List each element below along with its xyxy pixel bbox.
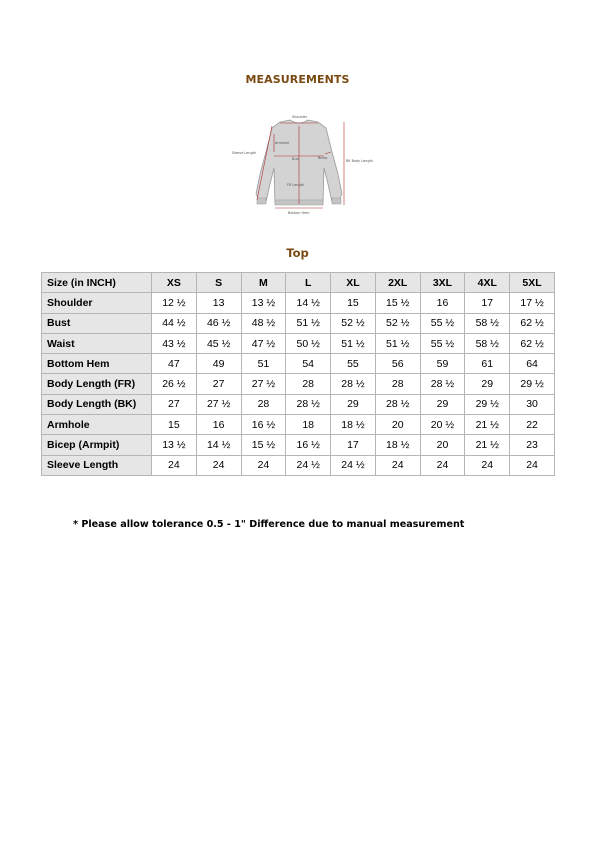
table-cell: 18 ½ xyxy=(331,415,376,435)
table-cell: 48 ½ xyxy=(241,313,286,333)
table-cell: 51 ½ xyxy=(375,333,420,353)
table-cell: 17 xyxy=(331,435,376,455)
table-row xyxy=(42,354,555,374)
table-cell: 44 ½ xyxy=(152,313,197,333)
table-cell: 43 ½ xyxy=(152,333,197,353)
table-cell: 27 xyxy=(196,374,241,394)
table-cell: 21 ½ xyxy=(465,435,510,455)
table-cell: 21 ½ xyxy=(465,415,510,435)
size-header-m: M xyxy=(241,273,286,293)
table-row xyxy=(42,415,555,435)
table-cell: 55 xyxy=(331,354,376,374)
row-label: Body Length (BK) xyxy=(42,394,152,414)
size-header-xs: XS xyxy=(152,273,197,293)
row-label: Bicep (Armpit) xyxy=(42,435,152,455)
table-cell: 24 xyxy=(420,455,465,475)
table-cell: 52 ½ xyxy=(331,313,376,333)
table-body xyxy=(42,293,555,476)
table-cell: 28 ½ xyxy=(420,374,465,394)
table-cell: 28 xyxy=(286,374,331,394)
table-cell: 30 xyxy=(510,394,555,414)
row-label: Bottom Hem xyxy=(42,354,152,374)
table-cell: 46 ½ xyxy=(196,313,241,333)
table-cell: 24 xyxy=(196,455,241,475)
table-cell: 51 ½ xyxy=(331,333,376,353)
table-row xyxy=(42,313,555,333)
table-cell: 58 ½ xyxy=(465,333,510,353)
table-cell: 12 ½ xyxy=(152,293,197,313)
table-cell: 16 ½ xyxy=(286,435,331,455)
size-header-3xl: 3XL xyxy=(420,273,465,293)
table-cell: 28 ½ xyxy=(331,374,376,394)
table-cell: 58 ½ xyxy=(465,313,510,333)
row-label: Sleeve Length xyxy=(42,455,152,475)
table-cell: 14 ½ xyxy=(196,435,241,455)
table-cell: 14 ½ xyxy=(286,293,331,313)
row-label: Waist xyxy=(42,333,152,353)
row-label: Bust xyxy=(42,313,152,333)
table-cell: 16 xyxy=(420,293,465,313)
table-cell: 20 ½ xyxy=(420,415,465,435)
table-cell: 22 xyxy=(510,415,555,435)
table-cell: 29 xyxy=(331,394,376,414)
label-shoulder: Shoulder xyxy=(292,115,308,119)
size-header-5xl: 5XL xyxy=(510,273,555,293)
table-cell: 55 ½ xyxy=(420,333,465,353)
table-cell: 15 ½ xyxy=(241,435,286,455)
size-header-s: S xyxy=(196,273,241,293)
size-header-2xl: 2XL xyxy=(375,273,420,293)
table-cell: 17 xyxy=(465,293,510,313)
row-label: Shoulder xyxy=(42,293,152,313)
table-row xyxy=(42,374,555,394)
table-cell: 28 xyxy=(375,374,420,394)
header-size-label: Size (in INCH) xyxy=(42,273,152,293)
label-bottom-hem: Bottom Hem xyxy=(288,211,310,215)
table-cell: 13 xyxy=(196,293,241,313)
table-cell: 16 ½ xyxy=(241,415,286,435)
table-cell: 55 ½ xyxy=(420,313,465,333)
table-cell: 27 ½ xyxy=(241,374,286,394)
table-cell: 27 xyxy=(152,394,197,414)
row-label: Body Length (FR) xyxy=(42,374,152,394)
table-row xyxy=(42,455,555,475)
table-cell: 62 ½ xyxy=(510,333,555,353)
table-cell: 15 xyxy=(152,415,197,435)
table-cell: 56 xyxy=(375,354,420,374)
table-cell: 24 xyxy=(241,455,286,475)
table-cell: 13 ½ xyxy=(152,435,197,455)
size-chart-table xyxy=(41,272,555,476)
left-cuff xyxy=(257,198,266,204)
table-cell: 29 ½ xyxy=(510,374,555,394)
table-cell: 15 ½ xyxy=(375,293,420,313)
table-cell: 50 ½ xyxy=(286,333,331,353)
table-cell: 62 ½ xyxy=(510,313,555,333)
table-cell: 13 ½ xyxy=(241,293,286,313)
table-cell: 23 xyxy=(510,435,555,455)
table-cell: 64 xyxy=(510,354,555,374)
size-header-xl: XL xyxy=(331,273,376,293)
measurements-title: MEASUREMENTS xyxy=(245,73,350,86)
table-cell: 29 xyxy=(420,394,465,414)
table-row xyxy=(42,394,555,414)
table-cell: 20 xyxy=(420,435,465,455)
table-cell: 47 ½ xyxy=(241,333,286,353)
garment-measurement-diagram xyxy=(228,112,373,222)
table-cell: 29 xyxy=(465,374,510,394)
table-cell: 18 ½ xyxy=(375,435,420,455)
table-row xyxy=(42,435,555,455)
table-cell: 59 xyxy=(420,354,465,374)
table-cell: 17 ½ xyxy=(510,293,555,313)
table-cell: 20 xyxy=(375,415,420,435)
label-sleeve-length: Sleeve Length xyxy=(232,151,257,155)
table-cell: 24 xyxy=(465,455,510,475)
right-cuff xyxy=(332,198,341,204)
size-header-4xl: 4XL xyxy=(465,273,510,293)
table-cell: 24 ½ xyxy=(331,455,376,475)
table-cell: 24 xyxy=(510,455,555,475)
table-row xyxy=(42,333,555,353)
table-cell: 47 xyxy=(152,354,197,374)
table-cell: 29 ½ xyxy=(465,394,510,414)
table-cell: 16 xyxy=(196,415,241,435)
size-header-l: L xyxy=(286,273,331,293)
table-cell: 54 xyxy=(286,354,331,374)
label-fr-length: FR Length xyxy=(287,183,305,187)
row-label: Armhole xyxy=(42,415,152,435)
label-bicep: Bicep xyxy=(318,156,328,160)
table-cell: 18 xyxy=(286,415,331,435)
table-cell: 51 xyxy=(241,354,286,374)
table-cell: 28 xyxy=(241,394,286,414)
table-cell: 51 ½ xyxy=(286,313,331,333)
label-armhole: Armhole xyxy=(275,141,290,145)
label-bust: Bust xyxy=(292,157,300,161)
table-cell: 15 xyxy=(331,293,376,313)
table-cell: 24 xyxy=(152,455,197,475)
table-header-row xyxy=(42,273,555,293)
table-cell: 45 ½ xyxy=(196,333,241,353)
table-cell: 49 xyxy=(196,354,241,374)
table-cell: 24 ½ xyxy=(286,455,331,475)
table-cell: 26 ½ xyxy=(152,374,197,394)
table-cell: 52 ½ xyxy=(375,313,420,333)
table-cell: 28 ½ xyxy=(286,394,331,414)
tolerance-note: * Please allow tolerance 0.5 - 1" Difference due to manual measurement xyxy=(73,519,465,530)
table-row xyxy=(42,293,555,313)
table-cell: 61 xyxy=(465,354,510,374)
label-bk-body-length: BK Body Length xyxy=(346,159,373,163)
table-cell: 28 ½ xyxy=(375,394,420,414)
top-section-title: Top xyxy=(286,246,309,260)
table-cell: 27 ½ xyxy=(196,394,241,414)
table-cell: 24 xyxy=(375,455,420,475)
